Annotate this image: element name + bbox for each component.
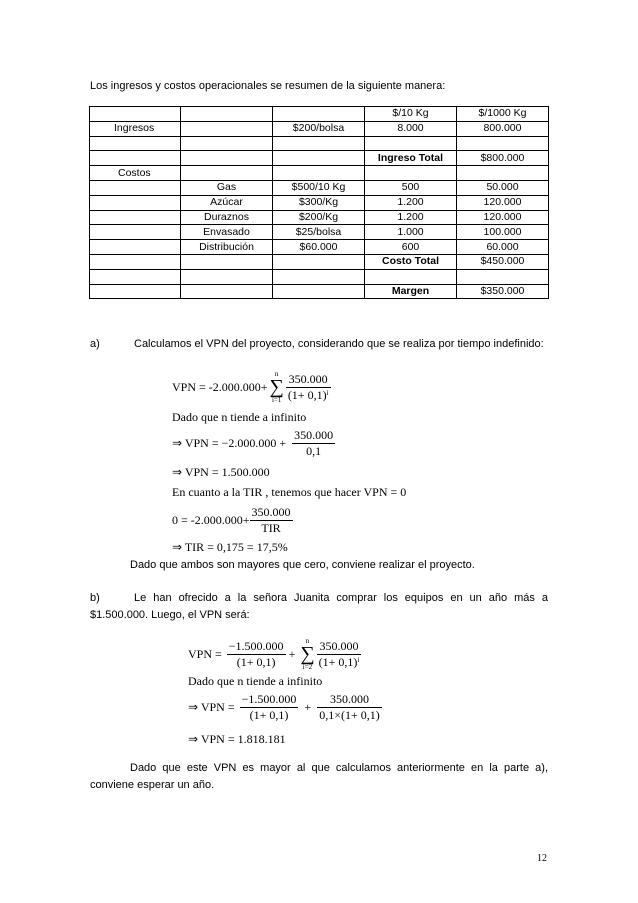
math-text: Dado que n tiende a infinito [188,674,323,688]
cost-per1000: 120.000 [457,195,549,210]
fraction: $\frac{350.000}{(1+ 0,1)^i}$ [287,371,329,402]
margen-value: $350.000 [457,284,549,299]
fraction: $\frac{-1.500.000}{(1+ 0,1)}$ [228,638,284,669]
table-row [90,195,549,210]
cost-item: Distribución [181,240,273,255]
part-b-text: Le han ofrecido a la señora Juanita comprar los equipos en un año más a $1.500.000. Luego, el VPN será: [90,592,548,621]
equation-a6: ⇒ TIR = 0,175 = 17,5% [172,540,288,554]
equation-a1: VPN = -2.000.000+ n ∑ i=1 $\frac{350.000}{(1+ 0,1)^i}$ [172,370,329,404]
margen-label: Margen [365,284,457,299]
table-row [90,284,549,299]
ingresos-per1000: 800.000 [457,121,549,136]
table-row [90,107,549,122]
equation-b1: VPN = $\frac{-1.500.000}{(1+ 0,1)}$ + n ∑ i=2 $\frac{350.000}{(1+ 0,1)^i}$ [188,637,360,671]
cost-per1000: 100.000 [457,225,549,240]
cost-price: $200/Kg [273,210,365,225]
cost-item: Gas [181,180,273,195]
cost-per10: 1.200 [365,210,457,225]
cost-item: Envasado [181,225,273,240]
header-per10: $/10 Kg [365,107,457,122]
costos-label: Costos [90,166,181,181]
ingreso-total-label: Ingreso Total [365,151,457,166]
table-row [90,121,549,136]
cost-per1000: 50.000 [457,180,549,195]
fraction: $\frac{350.000}{0,1}$ [294,428,334,458]
cost-per1000: 60.000 [457,240,549,255]
part-a-intro [90,336,548,353]
fraction: $\frac{-1.500.000}{(1+ 0,1)}$ [241,692,297,722]
part-a-text: Calculamos el VPN del proyecto, considerando que se realiza por tiempo indefinido: [134,338,544,350]
table-row [90,225,549,240]
part-b-label: b) [90,592,100,604]
table-row [90,180,549,195]
table-row [90,269,549,284]
part-b-conclusion: Dado que este VPN es mayor al que calculamos anteriormente en la parte a), conviene esperar un año. [90,762,548,791]
part-a-label: a) [90,338,100,350]
equation-b3: ⇒ VPN = 1.818.181 [188,732,286,746]
table-row [90,240,549,255]
table-row [90,136,549,151]
cost-price: $500/10 Kg [273,180,365,195]
cost-per10: 600 [365,240,457,255]
cost-price: $300/Kg [273,195,365,210]
table-row [90,151,549,166]
part-b-intro [90,590,548,624]
ingresos-label: Ingresos [90,121,181,136]
cost-per10: 1.000 [365,225,457,240]
equation-a5: 0 = -2.000.000+ $\frac{350.000}{\text{TIR}}$ [172,505,291,535]
cost-item: Azúcar [181,195,273,210]
equation-b2: ⇒ VPN = $\frac{-1.500.000}{(1+ 0,1)}$ + $\frac{350.000}{0,1\times(1+ 0,1)}$ [188,692,380,722]
math-text: En cuanto a la TIR , tenemos que hacer VPN = 0 [172,485,407,499]
cost-price: $60.000 [273,240,365,255]
equation-a3: ⇒ VPN = 1.500.000 [172,465,270,479]
costo-total-label: Costo Total [365,254,457,269]
ingresos-per10: 8.000 [365,121,457,136]
math-text: Dado que n tiende a infinito [172,410,307,424]
ingreso-total-value: $800.000 [457,151,549,166]
fraction: $\frac{350.000}{(1+ 0,1)^i}$ [318,638,360,669]
intro-text: Los ingresos y costos operacionales se resumen de la siguiente manera: [90,80,446,92]
summation: n ∑ i=2 [300,637,315,671]
cost-per10: 500 [365,180,457,195]
fraction: $\frac{350.000}{\text{TIR}}$ [251,505,291,535]
ingresos-price: $200/bolsa [273,121,365,136]
cost-per10: 1.200 [365,195,457,210]
cost-per1000: 120.000 [457,210,549,225]
cost-item: Duraznos [181,210,273,225]
page-number: 12 [537,853,547,864]
header-per1000: $/1000 Kg [457,107,549,122]
table-row [90,166,549,181]
costo-total-value: $450.000 [457,254,549,269]
table-row [90,210,549,225]
cost-price: $25/bolsa [273,225,365,240]
part-a-conclusion: Dado que ambos son mayores que cero, conviene realizar el proyecto. [130,559,475,571]
equation-a2: ⇒ VPN = −2.000.000 + $\frac{350.000}{0,1}$ [172,428,334,458]
fraction: $\frac{350.000}{0,1\times(1+ 0,1)}$ [319,692,380,722]
summation: n ∑ i=1 [269,370,284,404]
income-cost-table [89,106,549,299]
table-row [90,254,549,269]
